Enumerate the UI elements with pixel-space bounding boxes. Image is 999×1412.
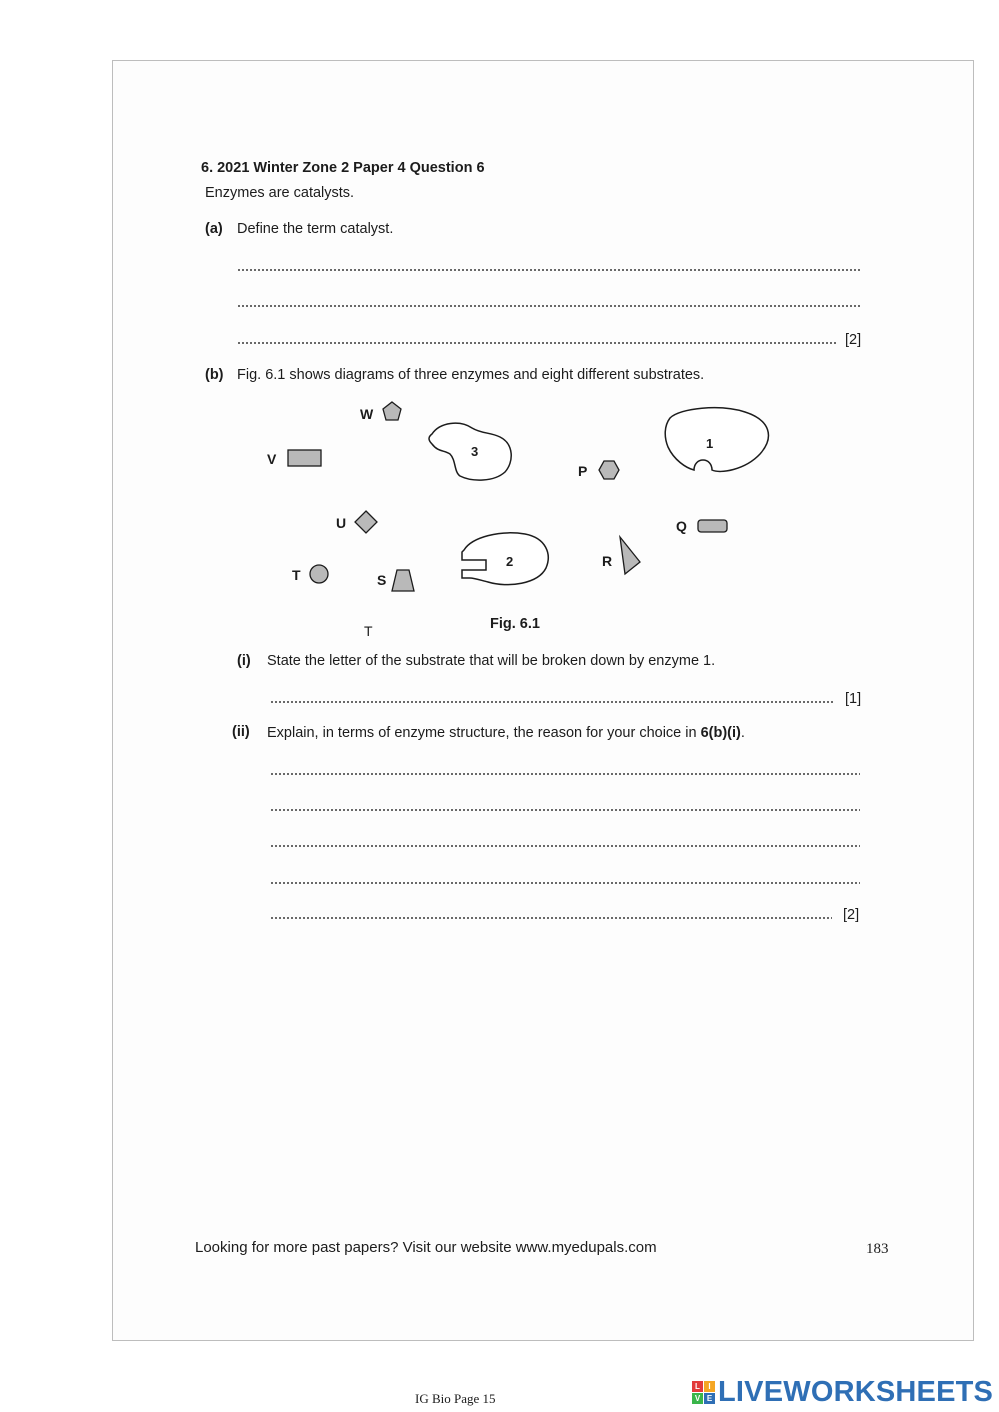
part-b-label: (b) (205, 367, 224, 383)
substrate-P-hexagon (599, 461, 619, 479)
part-b-question: Fig. 6.1 shows diagrams of three enzymes and eight different substrates. (237, 367, 705, 383)
label-R: R (602, 553, 613, 569)
part-b-ii-answer-line-4[interactable] (270, 882, 860, 884)
enzyme-3-label: 3 (471, 444, 479, 459)
label-T: T (292, 567, 301, 583)
question-intro: Enzymes are catalysts. (205, 185, 355, 201)
label-Q: Q (676, 518, 687, 534)
page-number: 183 (866, 1241, 889, 1257)
enzyme-1 (665, 408, 768, 472)
substrate-U-diamond (355, 511, 377, 533)
footer-promo-text: Looking for more past papers? Visit our website www.myedupals.com (195, 1239, 657, 1256)
substrate-T-circle (310, 565, 328, 583)
part-b-ii-question (267, 725, 745, 741)
part-a-answer-line-1[interactable] (237, 269, 862, 271)
part-a-answer-line-2[interactable] (237, 305, 862, 307)
liveworksheets-brand: LIVEWORKSHEETS (718, 1376, 994, 1408)
part-a-question: Define the term catalyst. (237, 221, 394, 237)
substrate-S-trapezium (392, 570, 414, 591)
part-a-answer-line-3[interactable] (237, 342, 837, 344)
part-b-ii-question-end: . (740, 725, 745, 741)
part-b-ii-answer-line-2[interactable] (270, 809, 860, 811)
label-S: S (377, 572, 387, 588)
part-b-i-answer[interactable]: T (364, 623, 373, 639)
enzyme-2-label: 2 (506, 554, 514, 569)
substrate-R-triangle (620, 537, 640, 574)
part-b-i-marks: [1] (845, 691, 862, 707)
part-b-i-answer-line[interactable] (270, 701, 835, 703)
substrate-W-pentagon (383, 402, 401, 420)
part-b-ii-question-text: Explain, in terms of enzyme structure, the reason for your choice in (267, 725, 701, 741)
part-a-label: (a) (205, 221, 223, 237)
part-b-i-label: (i) (237, 653, 251, 669)
substrate-V-rectangle (288, 450, 321, 466)
part-b-ii-label: (ii) (232, 724, 250, 740)
part-a-marks: [2] (845, 332, 862, 348)
figure-caption: Fig. 6.1 (490, 616, 540, 632)
enzyme-substrate-figure (250, 392, 790, 612)
part-b-ii-answer-line-3[interactable] (270, 845, 860, 847)
label-U: U (336, 515, 347, 531)
liveworksheets-logo-icon: L I V E (692, 1381, 715, 1404)
enzyme-1-label: 1 (706, 436, 714, 451)
liveworksheets-logo (692, 1376, 993, 1409)
part-b-ii-answer-line-5[interactable] (270, 917, 832, 919)
part-b-ii-marks: [2] (843, 907, 860, 923)
part-b-i-question: State the letter of the substrate that will be broken down by enzyme 1. (267, 653, 716, 669)
part-b-ii-question-reference: 6(b)(i) (700, 725, 741, 741)
label-P: P (578, 463, 588, 479)
label-V: V (267, 451, 277, 467)
question-heading: 6. 2021 Winter Zone 2 Paper 4 Question 6 (201, 160, 485, 176)
worksheet-page-label: IG Bio Page 15 (415, 1391, 496, 1406)
part-b-ii-answer-line-1[interactable] (270, 773, 860, 775)
label-W: W (360, 406, 374, 422)
substrate-Q-rounded-rectangle (698, 520, 727, 532)
